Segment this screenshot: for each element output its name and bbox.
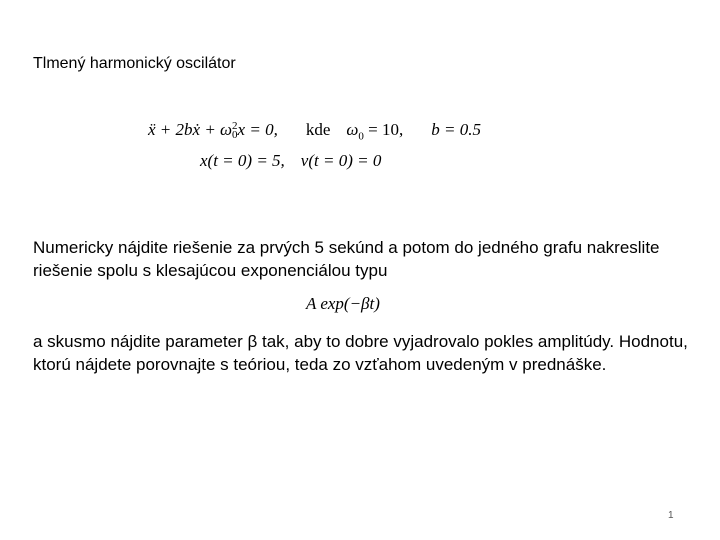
kde-word: kde [305, 120, 331, 139]
slide-title: Tlmený harmonický oscilátor [33, 55, 236, 72]
paragraph-instructions: Numericky nájdite riešenie za prvých 5 sekúnd a potom do jedného grafu nakreslite riešenie spolu s klesajúcou exponenciálou typu [33, 238, 660, 280]
page-number: 1 [668, 510, 674, 521]
initial-position: x(t = 0) = 5, [200, 151, 285, 170]
ode-tail: x = 0, [237, 120, 278, 139]
equation-line-2 [200, 151, 381, 171]
ode-superscript: 2 [232, 120, 238, 133]
omega-subscript: 0 [358, 130, 364, 143]
paragraph-comparison: a skusmo nájdite parameter β tak, aby to dobre vyjadrovalo pokles amplitúdy. Hodnotu, ktorú nájdete porovnajte s teóriou, teda zo vzťahom uvedeným v prednáške. [33, 332, 688, 374]
omega-value: = 10, [368, 120, 404, 139]
initial-velocity: v(t = 0) = 0 [300, 151, 382, 170]
ode-subscript: 0 [232, 129, 238, 142]
ode-text: ẍ + 2bẋ + ω [148, 120, 233, 139]
omega-symbol: ω [346, 120, 359, 139]
b-value: b = 0.5 [431, 120, 481, 139]
exponential-formula [306, 294, 380, 314]
equation-line-1 [148, 120, 481, 143]
formula-text: A exp(−βt) [306, 294, 380, 313]
